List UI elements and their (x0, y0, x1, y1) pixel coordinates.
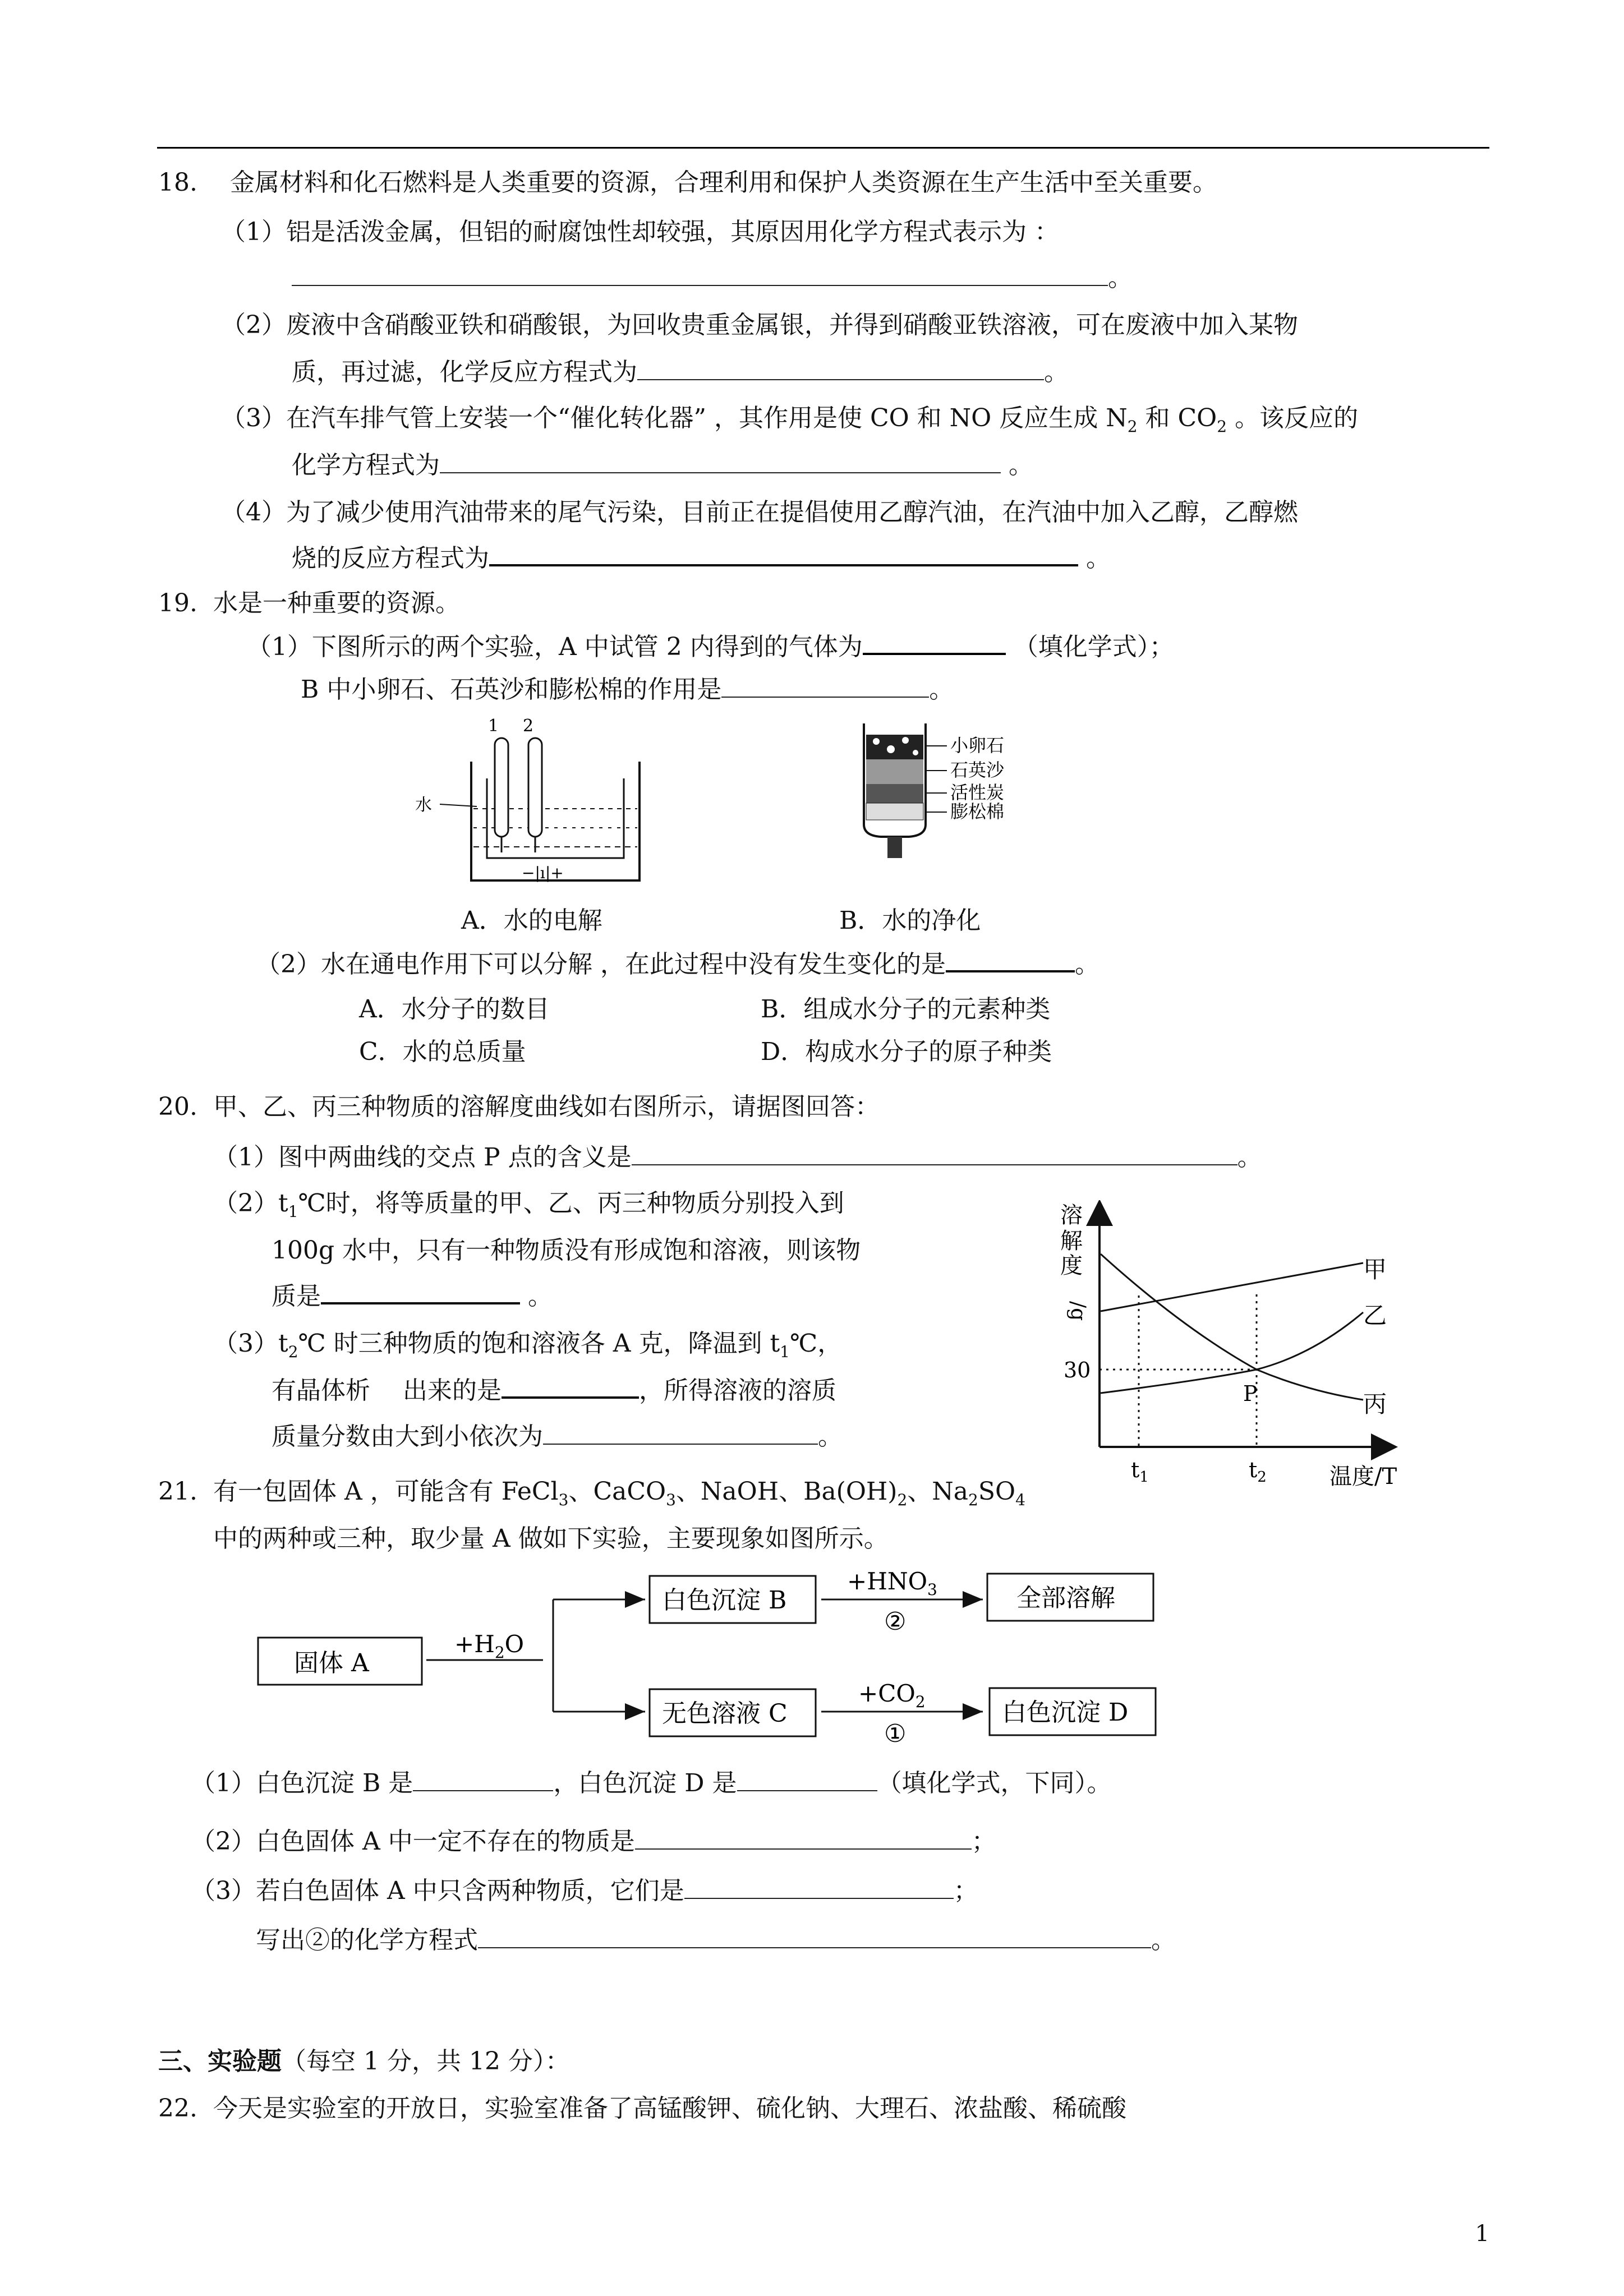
curve-yi (1101, 1312, 1363, 1393)
electrolysis-figure (404, 712, 684, 903)
y-label-char-1: 溶 (1060, 1202, 1083, 1228)
answer-blank[interactable] (632, 1142, 1237, 1165)
legend-bing: 丙 (1363, 1390, 1387, 1418)
cotton-layer (866, 803, 923, 820)
q19-option-a: A．水分子的数目 (359, 995, 550, 1023)
page-number: 1 (1475, 2221, 1489, 2247)
q20-part2-line2: 100g 水中，只有一种物质没有形成饱和溶液，则该物 (272, 1236, 861, 1265)
answer-blank[interactable] (440, 450, 1001, 473)
t1-label: $t_1$ (1131, 1458, 1149, 1486)
q18-part2-line2: 质，再过滤，化学反应方程式为 。 (292, 358, 1069, 386)
curve-bing (1101, 1254, 1363, 1400)
q20-intro: 甲、乙、丙三种物质的溶解度曲线如右图所示，请据图回答： (213, 1092, 880, 1121)
q19-number: 19. (158, 589, 197, 617)
answer-blank[interactable] (489, 542, 1078, 566)
q20-part2-line1: $(2)t_1℃$时，将等质量的甲、乙、丙三种物质分别投入到 (213, 1189, 844, 1221)
q19-intro: 水是一种重要的资源。 (213, 589, 460, 617)
q18-part1: （1）铝是活泼金属，但铝的耐腐蚀性却较强，其原因用化学方程式表示为 ： (221, 218, 1059, 246)
charcoal-layer (866, 784, 923, 803)
answer-blank[interactable] (543, 1421, 818, 1445)
t2-label: $t_2$ (1249, 1458, 1267, 1486)
q19-option-c: C．水的总质量 (359, 1038, 526, 1066)
section-3-heading: 三、实验题（每空 1 分，共 12 分）： (158, 2047, 570, 2076)
q18-part4-line2: 烧的反应方程式为 。 (292, 542, 1111, 575)
q21-number: 21. (158, 1477, 197, 1506)
q20-part3-line1: $(3)t_2℃$ 时三种物质的饱和溶液各 A 克，降温到 $t_1℃$， (213, 1329, 843, 1361)
step-2-label: ② (884, 1607, 907, 1636)
point-p-label: P (1243, 1381, 1258, 1406)
y-label-char-2: 解 (1060, 1228, 1083, 1254)
solid-a-label: 固体 A (294, 1649, 369, 1677)
co2-label: $+CO_2$ (858, 1680, 926, 1711)
answer-blank[interactable] (502, 1374, 639, 1399)
battery-symbol: −|ı|+ (522, 864, 564, 882)
ppt-d-label: 白色沉淀 D (1002, 1698, 1129, 1727)
q19-option-b: B．组成水分子的元素种类 (761, 995, 1051, 1023)
tube-2-label: 2 (523, 716, 534, 736)
answer-blank[interactable] (721, 674, 929, 698)
y-label-char-3: 度 (1060, 1253, 1083, 1279)
q18-part1-answer: 。 (292, 261, 1133, 295)
q18-intro: 金属材料和化石燃料是人类重要的资源，合理利用和保护人类资源在生产生活中至关重要。 (230, 168, 1217, 197)
tube-1-label: 1 (488, 716, 499, 736)
sand-label: 石英沙 (950, 759, 1005, 781)
q20-part1: （1）图中两曲线的交点 P 点的含义是 。 (213, 1143, 1262, 1172)
answer-blank[interactable] (635, 1826, 972, 1850)
q21-part3: （3）若白色固体 A 中只含两种物质，它们是 ； (191, 1877, 978, 1905)
q18-number: 18. (158, 168, 197, 197)
q20-part3-line2: 有晶体析 出来的是 ，所得溶液的溶质 (272, 1374, 836, 1408)
header-rule (157, 147, 1489, 149)
y-label-unit: /g (1066, 1301, 1089, 1321)
q21-intro-line2: 中的两种或三种，取少量 A 做如下实验，主要现象如图所示。 (213, 1524, 889, 1553)
cotton-label: 膨松棉 (950, 801, 1005, 822)
charcoal-label: 活性炭 (950, 782, 1005, 803)
answer-blank[interactable] (321, 1280, 520, 1304)
q21-part2: （2）白色固体 A 中一定不存在的物质是 ； (191, 1827, 996, 1856)
q18-part2-line1: （2）废液中含硝酸亚铁和硝酸银，为回收贵重金属银，并得到硝酸亚铁溶液，可在废液中加入某物 (221, 311, 1298, 339)
x-axis-label: 温度/T (1329, 1464, 1397, 1490)
q19-part1-line2: B 中小卵石、石英沙和膨松棉的作用是 。 (301, 675, 954, 704)
sand-layer (866, 759, 923, 784)
q18-part3-line1: （3）在汽车排气管上安装一个“催化转化器” ，其作用是使 CO 和 NO 反应生成 $N_2$ 和 $CO_2$ 。该反应的 (221, 404, 1359, 436)
dissolve-label: 全部溶解 (1016, 1584, 1115, 1612)
purification-figure (841, 712, 1066, 880)
q21-part4: 写出②的化学方程式 。 (256, 1926, 1176, 1954)
q22-text: 今天是实验室的开放日，实验室准备了高锰酸钾、硫化钠、大理石、浓盐酸、稀硫酸 (213, 2094, 1126, 2123)
figure-b-caption: B．水的净化 (839, 906, 981, 935)
q21-part1: （1）白色沉淀 B 是 ，白色沉淀 D 是 （填化学式，下同）。 (191, 1769, 1112, 1797)
q21-intro-line1: 有一包固体 A ，可能含有 FeCl$_3$、CaCO$_3$、NaOH、$Ba(OH)_2$、$Na_2SO_4$ (213, 1477, 1025, 1509)
answer-blank[interactable] (413, 1768, 553, 1791)
answer-blank[interactable] (737, 1768, 877, 1791)
q20-part2-line3: 质是 。 (272, 1280, 553, 1313)
pebble-label: 小卵石 (950, 735, 1005, 756)
q20-number: 20. (158, 1092, 197, 1121)
reaction-flow-diagram (247, 1565, 1229, 1761)
legend-yi: 乙 (1363, 1302, 1387, 1329)
q19-part2: （2）水在通电作用下可以分解 ，在此过程中没有发生变化的是 。 (256, 948, 1099, 981)
figure-a-caption: A．水的电解 (461, 906, 602, 935)
ppt-b-label: 白色沉淀 B (662, 1586, 787, 1615)
q22-number: 22. (158, 2094, 197, 2123)
answer-blank[interactable] (478, 1925, 1151, 1948)
water-label: $+H_2O$ (454, 1630, 525, 1662)
soln-c-label: 无色溶液 C (662, 1699, 788, 1728)
y-tick-30: 30 (1064, 1358, 1091, 1382)
q20-part3-line3: 质量分数由大到小依次为 。 (272, 1422, 843, 1451)
answer-blank[interactable] (684, 1875, 954, 1899)
answer-blank[interactable] (946, 948, 1075, 972)
q19-option-d: D．构成水分子的原子种类 (761, 1038, 1052, 1066)
q19-part1-line1: （1）下图所示的两个实验，A 中试管 2 内得到的气体为 （填化学式）； (247, 630, 1174, 664)
test-tube-2 (528, 738, 542, 837)
legend-jia: 甲 (1363, 1256, 1387, 1283)
q18-part4-line1: （4）为了减少使用汽油带来的尾气污染，目前正在提倡使用乙醇汽油，在汽油中加入乙醇，乙醇燃 (221, 498, 1298, 527)
test-tube-1 (495, 738, 508, 837)
q18-part3-line2: 化学方程式为 。 (292, 451, 1033, 480)
water-label: 水 (415, 795, 432, 815)
answer-blank[interactable] (863, 630, 1006, 655)
answer-blank[interactable] (292, 262, 1108, 286)
hno3-label: $+HNO_3$ (847, 1567, 937, 1599)
solubility-chart (1049, 1200, 1430, 1492)
step-1-label: ① (884, 1719, 907, 1748)
pebble-layer (866, 735, 923, 759)
answer-blank[interactable] (637, 357, 1044, 380)
outlet-tube (887, 837, 902, 858)
